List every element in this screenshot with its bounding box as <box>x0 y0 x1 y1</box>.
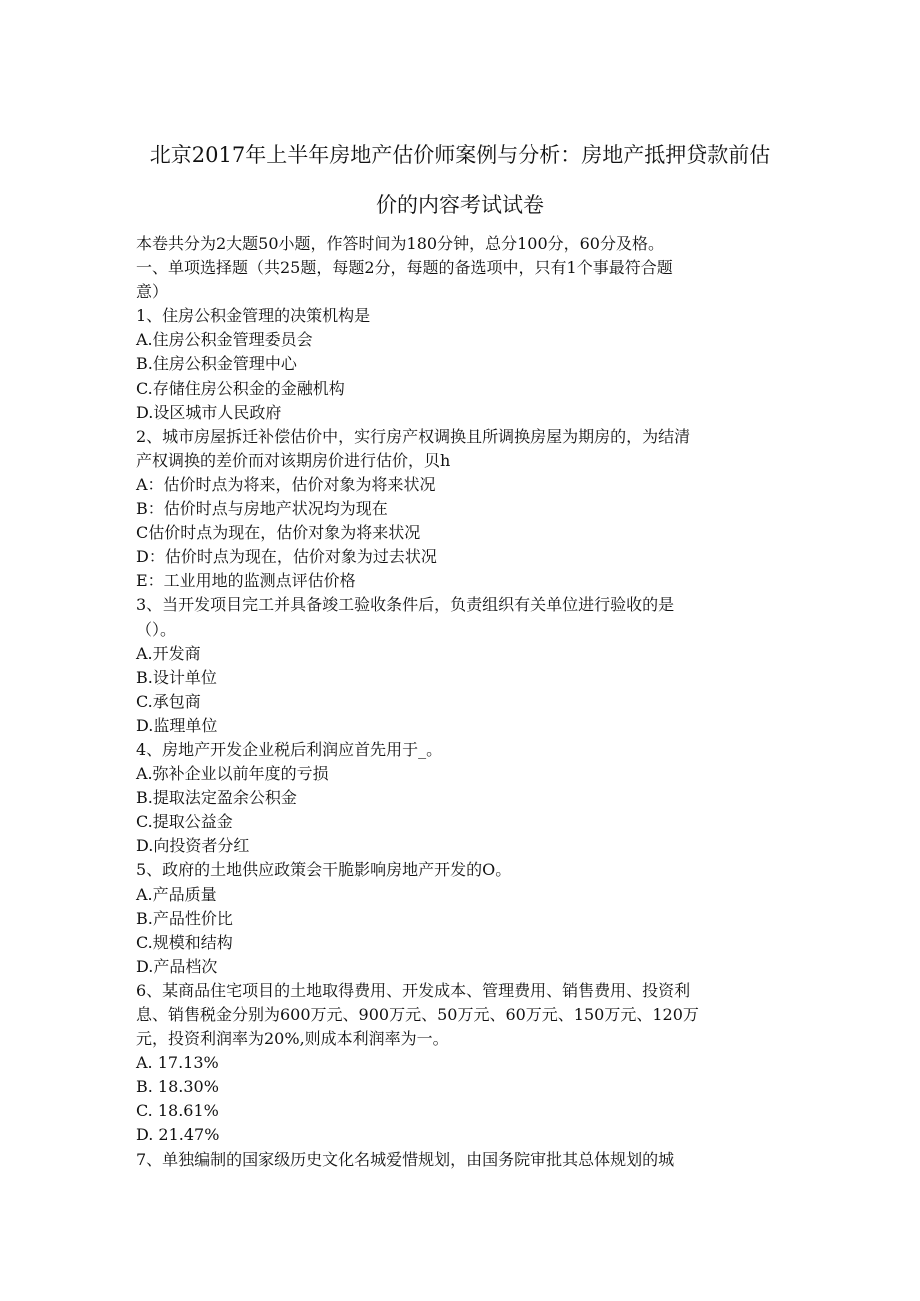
answer-option: C估价时点为现在，估价对象为将来状况 <box>136 523 421 543</box>
question-stem: 7、单独编制的国家级历史文化名城爱惜规划，由国务院审批其总体规划的城 <box>136 1149 675 1169</box>
question-stem: 1、住房公积金管理的决策机构是 <box>136 306 371 326</box>
answer-option: C.存储住房公积金的金融机构 <box>136 378 345 398</box>
answer-option: A.住房公积金管理委员会 <box>136 330 313 350</box>
question-stem: （）。 <box>136 619 177 639</box>
document-title-line-2: 价的内容考试试卷 <box>376 193 544 217</box>
question-item <box>136 593 786 738</box>
exam-intro: 本卷共分为2大题50小题，作答时间为180分钟，总分100分，60分及格。 <box>136 234 664 253</box>
answer-option: B.提取法定盈余公积金 <box>136 788 297 808</box>
question-stem: 5、政府的土地供应政策会干脆影响房地产开发的O。 <box>136 860 512 880</box>
question-stem: 2、城市房屋拆迁补偿估价中，实行房产权调换且所调换房屋为期房的，为结清 <box>136 426 691 446</box>
answer-option: D.向投资者分红 <box>136 836 250 856</box>
question-item <box>136 425 786 594</box>
answer-option: D. 21.47% <box>136 1125 220 1145</box>
question-stem: 产权调换的差价而对该期房价进行估价，贝h <box>136 450 451 470</box>
answer-option: B：估价时点与房地产状况均为现在 <box>136 499 388 519</box>
question-list <box>136 304 786 1171</box>
answer-option: A. 17.13% <box>136 1053 219 1073</box>
question-item <box>136 979 786 1148</box>
question-stem: 元，投资利润率为20%,则成本利润率为一。 <box>136 1029 449 1049</box>
answer-option: E：工业用地的监测点评估价格 <box>136 571 356 591</box>
answer-option: C.规模和结构 <box>136 932 233 952</box>
answer-option: B.设计单位 <box>136 667 217 687</box>
question-item <box>136 304 786 424</box>
answer-option: C. 18.61% <box>136 1101 219 1121</box>
document-body <box>136 232 786 1172</box>
answer-option: D.监理单位 <box>136 715 218 735</box>
question-item <box>136 1148 786 1172</box>
answer-option: C.提取公益金 <box>136 812 233 832</box>
question-stem: 3、当开发项目完工并具备竣工验收条件后，负责组织有关单位进行验收的是 <box>136 595 675 615</box>
answer-option: B.产品性价比 <box>136 908 233 928</box>
question-item <box>136 738 786 858</box>
answer-option: B.住房公积金管理中心 <box>136 354 297 374</box>
answer-option: A.开发商 <box>136 643 201 663</box>
answer-option: B. 18.30% <box>136 1077 219 1097</box>
answer-option: A.产品质量 <box>136 884 217 904</box>
answer-option: A：估价时点为将来，估价对象为将来状况 <box>136 474 436 494</box>
question-stem: 息、销售税金分别为600万元、900万元、50万元、60万元、150万元、120万 <box>136 1005 699 1024</box>
answer-option: D：估价时点为现在，估价对象为过去状况 <box>136 547 437 567</box>
section-heading-line-1: 一、单项选择题（共25题，每题2分，每题的备选项中，只有1个事最符合题 <box>136 258 673 278</box>
question-stem: 4、房地产开发企业税后利润应首先用于_。 <box>136 739 443 759</box>
answer-option: D.产品档次 <box>136 956 218 976</box>
answer-option: A.弥补企业以前年度的亏损 <box>136 764 329 784</box>
answer-option: C.承包商 <box>136 691 201 711</box>
document-title-line-1: 北京2017年上半年房地产估价师案例与分析：房地产抵押贷款前估 <box>149 143 771 167</box>
answer-option: D.设区城市人民政府 <box>136 402 282 422</box>
question-stem: 6、某商品住宅项目的土地取得费用、开发成本、管理费用、销售费用、投资利 <box>136 980 691 1000</box>
question-item <box>136 858 786 978</box>
section-heading-line-2: 意） <box>136 282 169 302</box>
